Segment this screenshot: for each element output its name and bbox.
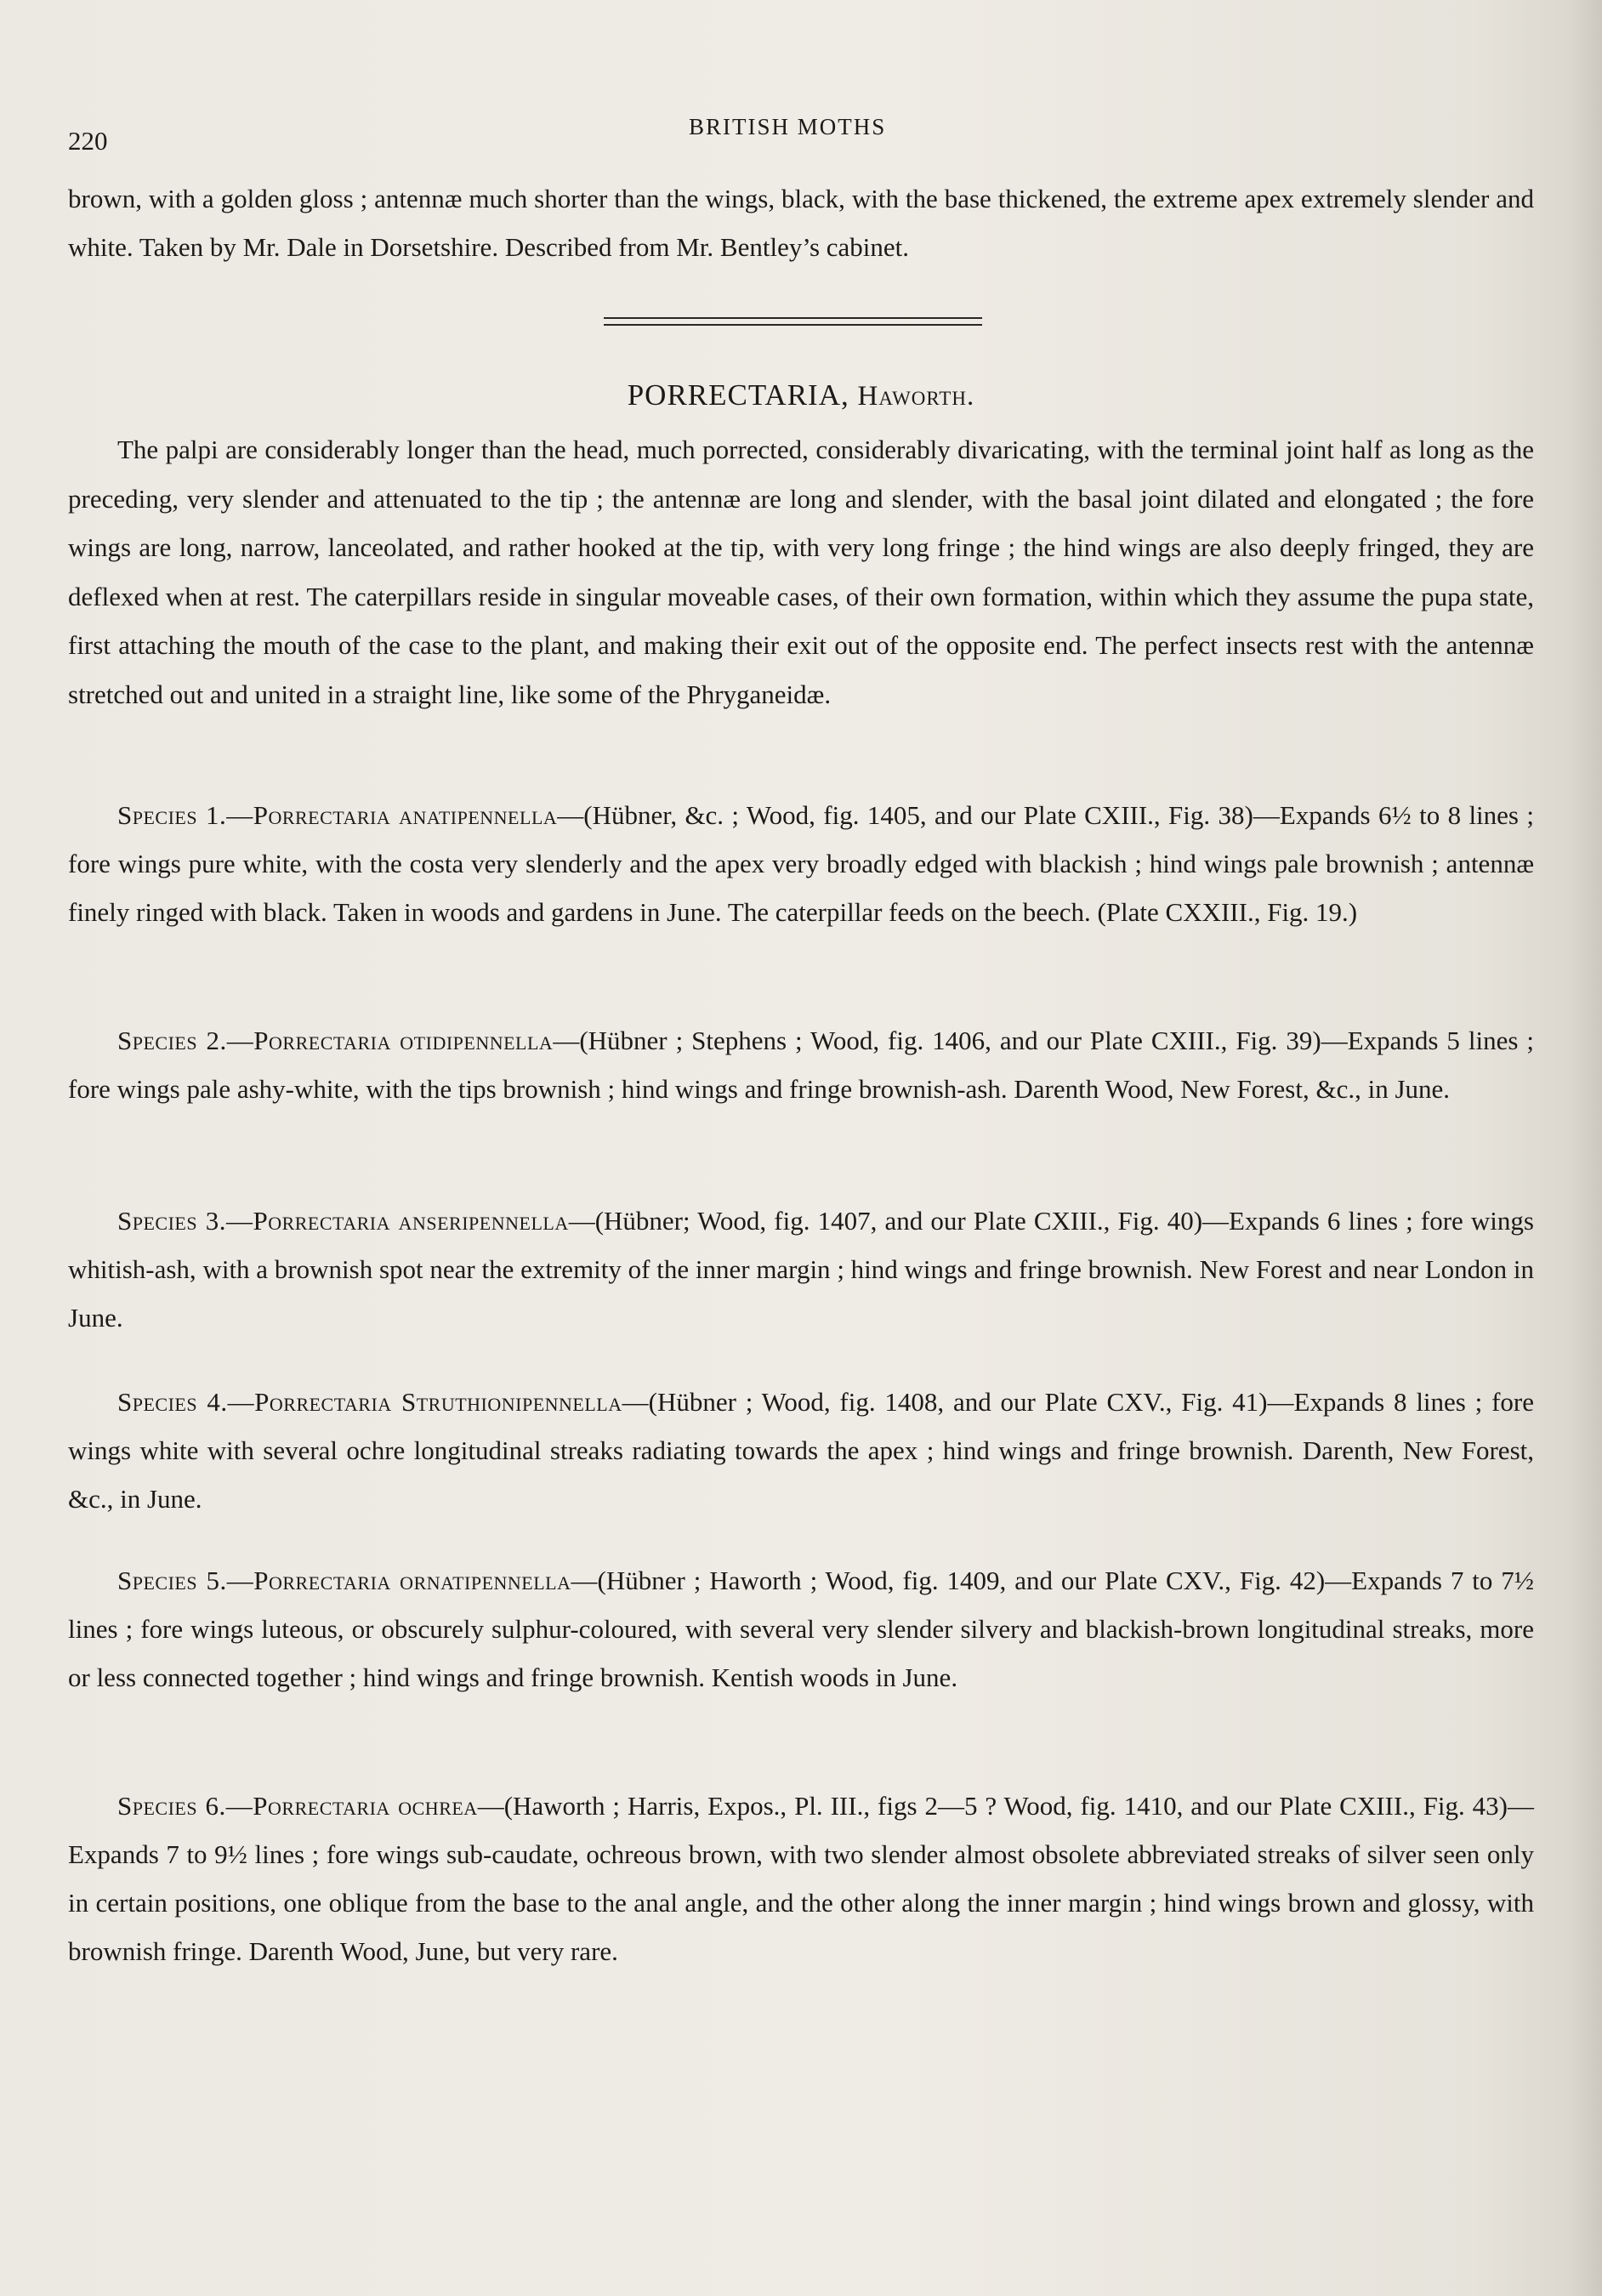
species-entry: [68, 1378, 1534, 1523]
species-label: Species 6.—Porrectaria ochrea: [117, 1791, 478, 1821]
divider-rule-bottom: [604, 324, 982, 326]
species-text: —(Haworth ; Harris, Expos., Pl. III., figs 2—5 ? Wood, fig. 1410, and our Plate CXIII., Fig. 43)—Expands 7 to 9½ lines ; fore wings sub-caudate, ochreous brown, with two slender almost obsolete abbreviated streaks of silver seen only in certain positions, one oblique from the base to the anal angle, and the other along the inner margin ; hind wings brown and glossy, with brownish fringe. Darenth Wood, June, but very rare.: [68, 1791, 1535, 1966]
page-edge-shadow: [1568, 0, 1602, 2296]
species-text: —(Hübner; Wood, fig. 1407, and our Plate CXIII., Fig. 40)—Expands 6 lines ; fore wings whitish-ash, with a brownish spot near the extremity of the inner margin ; hind wings and fringe brownish. New Forest and near London in June.: [68, 1206, 1534, 1333]
species-text: —(Hübner ; Stephens ; Wood, fig. 1406, and our Plate CXIII., Fig. 39)—Expands 5 lines ; fore wings pale ashy-white, with the tips brownish ; hind wings and fringe brownish-ash. Darenth Wood, New Forest, &c., in June.: [68, 1026, 1535, 1104]
page-header: [68, 111, 1531, 162]
page-number: 220: [68, 126, 108, 156]
species-label: Species 4.—Porrectaria Struthionipennella: [117, 1387, 622, 1417]
divider-rule-top: [604, 317, 982, 319]
species-label: Species 5.—Porrectaria ornatipennella: [117, 1566, 571, 1595]
species-entry: [68, 1196, 1534, 1342]
continued-text: brown, with a golden gloss ; antennæ much shorter than the wings, black, with the base thickened, the extreme apex extremely slender and white. Taken by Mr. Dale in Dorsetshire. Described from Mr. Bentley’s cabinet.: [68, 184, 1534, 262]
species-entry: [68, 1782, 1534, 1975]
genus-heading: [0, 378, 1602, 412]
genus-description: The palpi are considerably longer than the head, much porrected, considerably divaricating, with the terminal joint half as long as the preceding, very slender and attenuated to the tip ; the antennæ are long and slender, with the basal joint dilated and elongated ; the fore wings are long, narrow, lanceolated, and rather hooked at the tip, with very long fringe ; the hind wings are also deeply fringed, they are deflexed when at rest. The caterpillars reside in singular moveable cases, of their own formation, within which they assume the pupa state, first attaching the mouth of the case to the plant, and making their exit out of the opposite end. The perfect insects rest with the antennæ stretched out and united in a straight line, like some of the Phryganeidæ.: [68, 435, 1534, 709]
species-label: Species 2.—Porrectaria otidipennella: [117, 1026, 554, 1055]
species-label: Species 1.—Porrectaria anatipennella: [117, 800, 558, 830]
genus-name: PORRECTARIA,: [627, 378, 849, 412]
species-label: Species 3.—Porrectaria anseripennella: [117, 1206, 569, 1236]
genus-author: Haworth.: [857, 381, 975, 412]
section-divider: [604, 317, 982, 331]
species-text: —(Hübner ; Wood, fig. 1408, and our Plate CXV., Fig. 41)—Expands 8 lines ; fore wings white with several ochre longitudinal streaks radiating towards the apex ; hind wings and fringe brownish. Darenth, New Forest, &c., in June.: [68, 1387, 1534, 1514]
species-entry: [68, 1016, 1534, 1113]
species-text: —(Hübner, &c. ; Wood, fig. 1405, and our Plate CXIII., Fig. 38)—Expands 6½ to 8 lines ; fore wings pure white, with the costa very slenderly and the apex very broadly edged with blackish ; hind wings pale brownish ; antennæ finely ringed with black. Taken in woods and gardens in June. The caterpillar feeds on the beech. (Plate CXXIII., Fig. 19.): [68, 800, 1534, 927]
species-text: —(Hübner ; Haworth ; Wood, fig. 1409, and our Plate CXV., Fig. 42)—Expands 7 to 7½ lines ; fore wings luteous, or obscurely sulphur-coloured, with several very slender silvery and blackish-brown longitudinal streaks, more or less connected together ; hind wings and fringe brownish. Kentish woods in June.: [68, 1566, 1534, 1692]
species-entry: [68, 791, 1534, 936]
running-head: BRITISH MOTHS: [689, 114, 887, 139]
species-entry: [68, 1556, 1534, 1702]
continued-paragraph: [68, 174, 1534, 271]
